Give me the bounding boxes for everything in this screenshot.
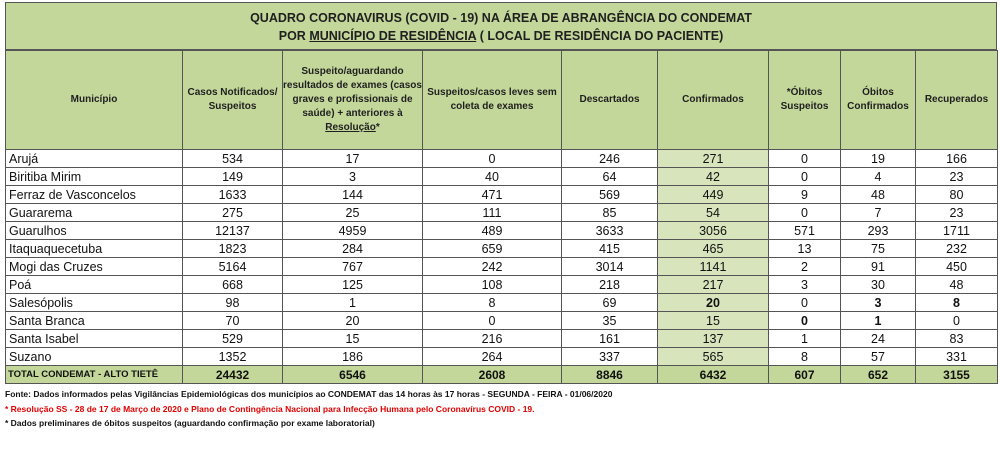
cell-obitos-confirmados: 91 [841,258,916,276]
cell-recuperados: 1711 [916,222,998,240]
cell-municipio: Suzano [6,348,183,366]
cell-leves: 242 [423,258,562,276]
cell-obitos-suspeitos: 2 [769,258,841,276]
table-body [6,150,998,384]
title-line-1: QUADRO CORONAVIRUS (COVID - 19) NA ÁREA DE ABRANGÊNCIA DO CONDEMAT [250,11,752,25]
cell-casos: 1823 [183,240,283,258]
cell-obitos-confirmados: 1 [841,312,916,330]
cell-suspeito: 144 [283,186,423,204]
cell-recuperados: 0 [916,312,998,330]
cell-obitos-confirmados: 4 [841,168,916,186]
cell-obitos-confirmados: 30 [841,276,916,294]
cell-casos: 529 [183,330,283,348]
header-obitos-confirmados: Óbitos Confirmados [841,51,916,150]
table-row [6,150,998,168]
covid-table [5,50,998,384]
cell-obitos-suspeitos: 0 [769,150,841,168]
table-row [6,348,998,366]
cell-confirmados: 15 [658,312,769,330]
cell-casos: 12137 [183,222,283,240]
cell-casos: 1633 [183,186,283,204]
cell-descartados: 246 [562,150,658,168]
cell-casos: 1352 [183,348,283,366]
header-municipio: Município [6,51,183,150]
cell-leves: 489 [423,222,562,240]
header-suspeito-text: Suspeito/aguardando resultados de exames (casos graves e profissionais de saúde) + anteriores à [283,66,422,119]
cell-obitos-suspeitos: 1 [769,330,841,348]
header-row [6,51,998,150]
table-row [6,258,998,276]
resolucao-link: Resolução [325,122,376,133]
cell-suspeito: 17 [283,150,423,168]
cell-obitos-suspeitos: 0 [769,312,841,330]
cell-suspeito: 15 [283,330,423,348]
table-row [6,186,998,204]
header-recuperados: Recuperados [916,51,998,150]
cell-obitos-suspeitos: 13 [769,240,841,258]
cell-leves: 0 [423,150,562,168]
header-obitos-suspeitos: *Óbitos Suspeitos [769,51,841,150]
cell-obitos-suspeitos: 0 [769,294,841,312]
title-prefix: POR [278,29,306,43]
cell-municipio: Guararema [6,204,183,222]
cell-confirmados: 565 [658,348,769,366]
report-title [5,2,997,50]
cell-descartados: 69 [562,294,658,312]
cell-obitos-suspeitos: 9 [769,186,841,204]
cell-municipio: Guarulhos [6,222,183,240]
cell-leves: 108 [423,276,562,294]
cell-obitos-confirmados: 57 [841,348,916,366]
header-leves: Suspeitos/casos leves sem coleta de exames [423,51,562,150]
cell-leves: 216 [423,330,562,348]
cell-suspeito: 767 [283,258,423,276]
cell-recuperados: 450 [916,258,998,276]
table-row [6,312,998,330]
cell-obitos-confirmados: 3 [841,294,916,312]
cell-suspeito: 125 [283,276,423,294]
table-row [6,168,998,186]
cell-obitos-confirmados: 293 [841,222,916,240]
cell-casos: 70 [183,312,283,330]
total-leves: 2608 [423,366,562,384]
cell-municipio: Biritiba Mirim [6,168,183,186]
cell-confirmados: 465 [658,240,769,258]
cell-suspeito: 1 [283,294,423,312]
cell-suspeito: 284 [283,240,423,258]
cell-casos: 98 [183,294,283,312]
cell-leves: 264 [423,348,562,366]
total-obitos-confirmados: 652 [841,366,916,384]
table-row [6,330,998,348]
table-row [6,294,998,312]
cell-suspeito: 4959 [283,222,423,240]
cell-confirmados: 217 [658,276,769,294]
total-confirmados: 6432 [658,366,769,384]
cell-leves: 8 [423,294,562,312]
cell-obitos-confirmados: 19 [841,150,916,168]
cell-descartados: 3014 [562,258,658,276]
cell-casos: 668 [183,276,283,294]
cell-recuperados: 331 [916,348,998,366]
cell-confirmados: 137 [658,330,769,348]
cell-casos: 534 [183,150,283,168]
cell-confirmados: 20 [658,294,769,312]
total-suspeito: 6546 [283,366,423,384]
header-suspeito-asterisk: * [375,122,380,133]
note-preliminares: * Dados preliminares de óbitos suspeitos (aguardando confirmação por exame laboratorial) [5,418,375,428]
title-underlined: MUNICÍPIO DE RESIDÊNCIA [309,29,477,43]
cell-recuperados: 232 [916,240,998,258]
cell-descartados: 569 [562,186,658,204]
total-casos: 24432 [183,366,283,384]
cell-municipio: Santa Isabel [6,330,183,348]
cell-confirmados: 271 [658,150,769,168]
title-line-2 [6,27,996,45]
cell-municipio: Santa Branca [6,312,183,330]
cell-suspeito: 3 [283,168,423,186]
cell-recuperados: 48 [916,276,998,294]
cell-leves: 111 [423,204,562,222]
total-municipio: TOTAL CONDEMAT - ALTO TIETÊ [6,366,183,384]
cell-recuperados: 8 [916,294,998,312]
cell-descartados: 415 [562,240,658,258]
cell-obitos-confirmados: 75 [841,240,916,258]
cell-recuperados: 23 [916,204,998,222]
note-fonte: Fonte: Dados informados pelas Vigilâncias Epidemiológicas dos municípios ao CONDEMAT das 14 horas às 17 horas - SEGUNDA - FEIRA - 01/06/2020 [5,389,613,399]
cell-obitos-suspeitos: 3 [769,276,841,294]
cell-municipio: Ferraz de Vasconcelos [6,186,183,204]
cell-obitos-confirmados: 48 [841,186,916,204]
cell-recuperados: 80 [916,186,998,204]
cell-confirmados: 54 [658,204,769,222]
header-suspeito [283,51,423,150]
cell-leves: 471 [423,186,562,204]
cell-descartados: 161 [562,330,658,348]
cell-municipio: Arujá [6,150,183,168]
cell-recuperados: 23 [916,168,998,186]
title-suffix: ( LOCAL DE RESIDÊNCIA DO PACIENTE) [479,29,724,43]
total-recuperados: 3155 [916,366,998,384]
cell-municipio: Mogi das Cruzes [6,258,183,276]
table-row [6,276,998,294]
table-row [6,204,998,222]
total-descartados: 8846 [562,366,658,384]
cell-suspeito: 186 [283,348,423,366]
header-descartados: Descartados [562,51,658,150]
header-confirmados: Confirmados [658,51,769,150]
cell-leves: 40 [423,168,562,186]
cell-obitos-suspeitos: 0 [769,168,841,186]
note-resolucao: * Resolução SS - 28 de 17 de Março de 2020 e Plano de Contingência Nacional para Infecção Humana pelo Coronavírus COVID - 19. [5,403,535,414]
cell-descartados: 218 [562,276,658,294]
cell-obitos-confirmados: 7 [841,204,916,222]
cell-obitos-suspeitos: 0 [769,204,841,222]
footnotes [5,387,997,431]
cell-obitos-suspeitos: 8 [769,348,841,366]
cell-suspeito: 25 [283,204,423,222]
cell-descartados: 337 [562,348,658,366]
cell-obitos-confirmados: 24 [841,330,916,348]
header-casos: Casos Notificados/ Suspeitos [183,51,283,150]
cell-obitos-suspeitos: 571 [769,222,841,240]
cell-descartados: 3633 [562,222,658,240]
cell-casos: 149 [183,168,283,186]
cell-leves: 659 [423,240,562,258]
cell-descartados: 85 [562,204,658,222]
cell-municipio: Itaquaquecetuba [6,240,183,258]
cell-confirmados: 449 [658,186,769,204]
covid-report [5,2,997,431]
table-row [6,222,998,240]
table-row [6,240,998,258]
cell-descartados: 64 [562,168,658,186]
total-row [6,366,998,384]
cell-casos: 5164 [183,258,283,276]
cell-casos: 275 [183,204,283,222]
cell-recuperados: 166 [916,150,998,168]
cell-confirmados: 3056 [658,222,769,240]
cell-descartados: 35 [562,312,658,330]
cell-municipio: Poá [6,276,183,294]
cell-confirmados: 1141 [658,258,769,276]
cell-leves: 0 [423,312,562,330]
cell-suspeito: 20 [283,312,423,330]
cell-municipio: Salesópolis [6,294,183,312]
cell-recuperados: 83 [916,330,998,348]
total-obitos-suspeitos: 607 [769,366,841,384]
cell-confirmados: 42 [658,168,769,186]
